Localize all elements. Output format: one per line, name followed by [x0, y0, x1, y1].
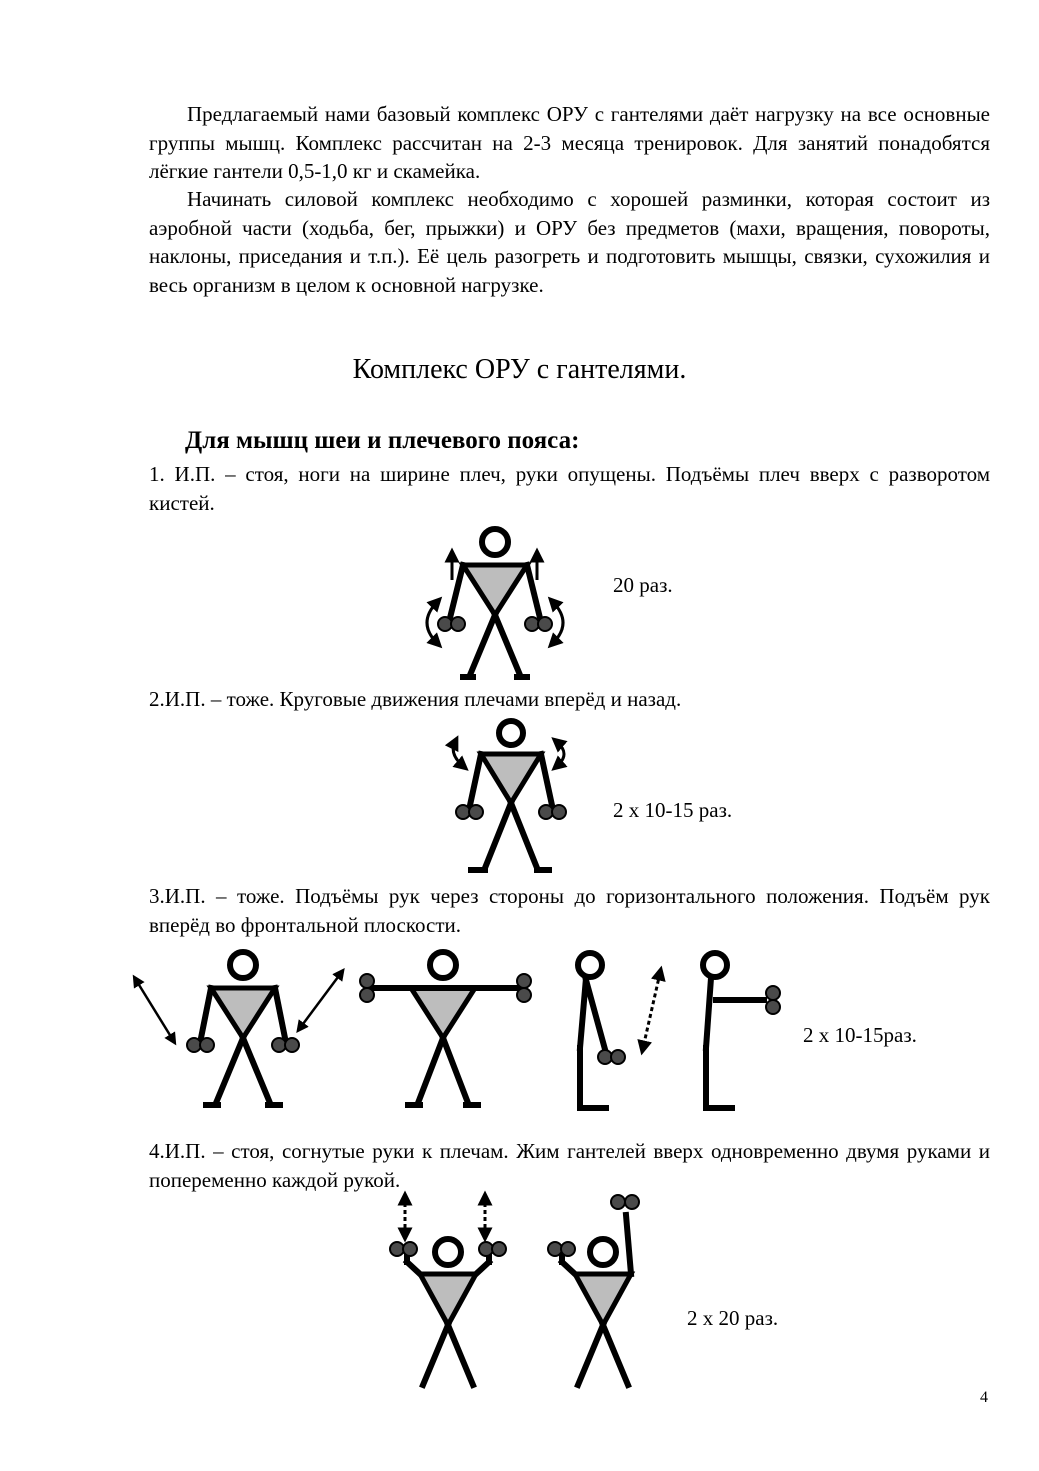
exercise-1-figure — [415, 525, 580, 685]
exercise-4-text: 4.И.П. – стоя, согнутые руки к плечам. Жим гантелей вверх одновременно двумя руками и попеременно каждой рукой. — [149, 1139, 990, 1192]
exercise-3-figures — [128, 948, 788, 1118]
page-number: 4 — [980, 1389, 988, 1406]
page-title: Комплекс ОРУ с гантелями. — [352, 354, 687, 385]
intro-paragraph-2: Начинать силовой комплекс необходимо с хорошей разминки, которая состоит из аэробной части (ходьба, бег, прыжки) и ОРУ без предметов (махи, вращения, повороты, наклоны, приседания и т.п.). Её цель разогреть и подготовить мышцы, связки, сухожилия и весь организм в целом к основной нагрузке. — [149, 187, 990, 297]
exercise-2-reps: 2 х 10-15 раз. — [613, 798, 733, 822]
intro-paragraph-1: Предлагаемый нами базовый комплекс ОРУ с гантелями даёт нагрузку на все основные группы мышц. Комплекс рассчитан на 2-3 месяца тренировок. Для занятий понадобятся лёгкие гантели 0,5-1,0 кг и скамейка. — [149, 102, 990, 183]
exercise-1-reps: 20 раз. — [613, 573, 673, 597]
exercise-3-reps: 2 х 10-15раз. — [803, 1023, 917, 1047]
exercise-3-text: 3.И.П. – тоже. Подъёмы рук через стороны до горизонтального положения. Подъём рук вперёд во фронтальной плоскости. — [149, 884, 990, 937]
exercise-4-reps: 2 х 20 раз. — [687, 1306, 779, 1330]
exercise-2-text: 2.И.П. – тоже. Круговые движения плечами вперёд и назад. — [149, 687, 682, 711]
section-heading: Для мышц шеи и плечевого пояса: — [185, 427, 580, 454]
exercise-1-text: 1. И.П. – стоя, ноги на ширине плеч, руки опущены. Подъёмы плеч вверх с разворотом кистей. — [149, 462, 990, 515]
exercise-2-figure — [445, 718, 580, 878]
exercise-4-figures — [385, 1190, 645, 1390]
